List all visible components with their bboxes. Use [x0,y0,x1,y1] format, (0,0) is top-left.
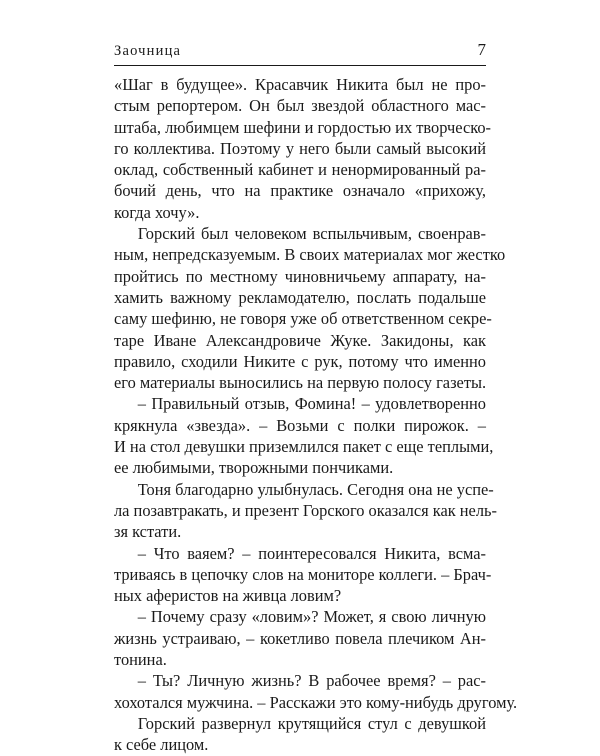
text-line: – Почему сразу «ловим»? Может, я свою личную [137,607,486,627]
text-line: ным, непредсказуемым. В своих материалах мог жестко [114,245,506,265]
paragraph [114,670,518,713]
text-line: ее любимыми, творожными пончиками. [114,458,394,478]
paragraph [114,393,494,478]
text-line: стым репортером. Он был звездой областного мас- [114,96,486,116]
text-line: триваясь в цепочку слов на мониторе коллеги. – Брач- [114,564,492,584]
text-line: ных аферистов на живца ловим? [114,586,342,606]
text-line: оклад, собственный кабинет и ненормированный ра- [114,160,486,180]
text-line: его материалы выносились на первую полосу газеты. [114,373,487,393]
text-line: – Правильный отзыв, Фомина! – удовлетворенно [137,394,486,414]
text-line: крякнула «звезда». – Возьми с полки пирожок. – [114,415,486,435]
text-line: к себе лицом. [114,735,209,755]
text-line: правило, сходили Никите с рук, потому что именно [114,351,486,371]
paragraph [114,543,492,607]
text-line: хамить важному рекламодателю, послать подальше [114,287,486,307]
text-line: – Что ваяем? – поинтересовался Никита, всма- [137,543,486,563]
text-line: таре Иване Александровиче Жуке. Закидоны, как [114,330,486,350]
text-line: «Шаг в будущее». Красавчик Никита был не про- [114,75,486,94]
page-number: 7 [477,40,486,59]
text-line: го коллектива. Поэтому у него были самый высокий [114,138,486,158]
text-line: зя кстати. [114,522,182,542]
paragraph [114,223,506,393]
text-line: И на стол девушки приземлился пакет с еще теплыми, [114,437,494,457]
text-line: пройтись по местному чиновничьему аппарату, на- [114,266,486,286]
text-line: когда хочу». [114,202,200,222]
paragraph [114,74,492,223]
header-rule [114,65,486,66]
text-line: хохотался мужчина. – Расскажи это кому-нибудь другому. [114,692,518,712]
paragraph [114,479,497,543]
paragraph [114,713,486,756]
text-line: Горский развернул крутящийся стул с девушкой [137,713,486,733]
text-line: Горский был человеком вспыльчивым, своенрав- [137,224,486,244]
body-text [114,74,518,756]
text-line: тонина. [114,650,167,670]
paragraph [114,606,486,670]
text-line: ла позавтракать, и презент Горского оказался как нель- [114,500,497,520]
text-line: саму шефиню, не говоря уже об ответственном секре- [114,309,492,329]
text-line: Тоня благодарно улыбнулась. Сегодня она не успе- [137,479,494,499]
text-line: бочий день, что на практике означало «прихожу, [114,181,486,201]
text-line: – Ты? Личную жизнь? В рабочее время? – рас- [137,671,486,691]
running-title: Заочница [114,43,182,59]
running-header [114,40,486,60]
text-line: штаба, любимцем шефини и гордостью их творческо- [114,117,492,137]
text-line: жизнь устраиваю, – кокетливо повела плечиком Ан- [114,628,486,648]
